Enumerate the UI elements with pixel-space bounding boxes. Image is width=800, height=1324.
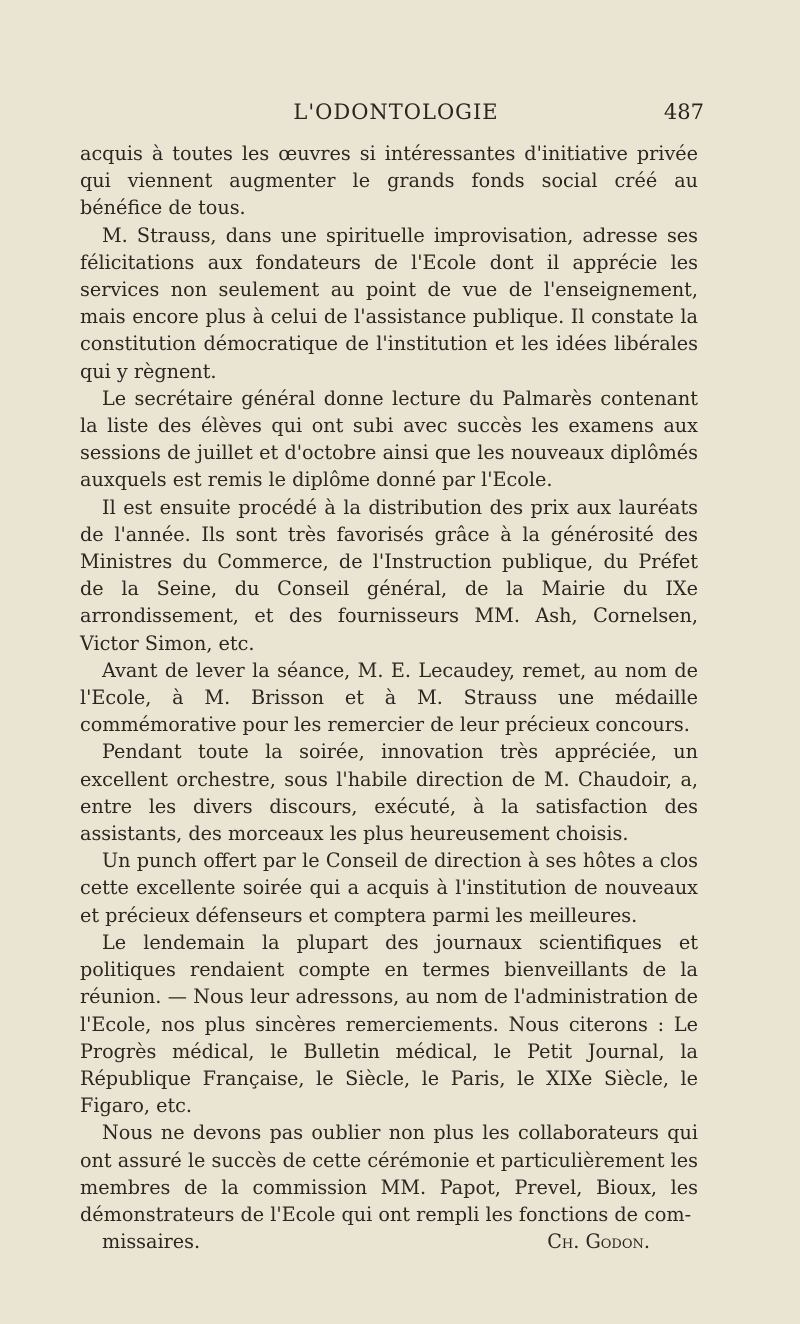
paragraph: Le secrétaire général donne lecture du Palmarès contenant la liste des élèves qui ont subi avec succès les examens aux sessions de juillet et d'octobre ainsi que les nouveaux diplômés auxquels est remis le diplôme donné par l'Ecole. <box>80 386 698 492</box>
author-signature: Ch. Godon. <box>547 1230 650 1254</box>
running-title: L'ODONTOLOGIE <box>293 100 499 124</box>
paragraph: Pendant toute la soirée, innovation très appréciée, un excellent orchestre, sous l'habile direction de M. Chaudoir, a, entre les divers discours, exécuté, à la satisfaction des assistants, des morceaux les plus heureusement choisis. <box>80 740 698 846</box>
paragraph: acquis à toutes les œuvres si intéressantes d'initiative privée qui viennent augmenter le grands fonds social créé au bénéfice de tous. <box>80 142 698 220</box>
paragraph: Il est ensuite procédé à la distribution des prix aux lauréats de l'année. Ils sont très favorisés grâce à la générosité des Ministres du Commerce, de l'Instruction publique, du Préfet de la Seine, du Conseil général, de la Mairie du IXe arrondissement, et des fournisseurs MM. Ash, Cornelsen, Victor Simon, etc. <box>80 495 698 655</box>
signature-line <box>80 1228 698 1255</box>
page-number: 487 <box>663 100 704 124</box>
paragraph: Le lendemain la plupart des journaux scientifiques et politiques rendaient compte en termes bienveillants de la réunion. — Nous leur adressons, au nom de l'administration de l'Ecole, nos plus sincères remerciements. Nous citerons : Le Progrès médical, le Bulletin médical, le Petit Journal, la République Française, le Siècle, le Paris, le XIXe Siècle, le Figaro, etc. <box>80 930 698 1118</box>
closing-last-line: missaires. <box>102 1230 201 1254</box>
article-body <box>80 140 698 1255</box>
paragraph: M. Strauss, dans une spirituelle improvisation, adresse ses félicitations aux fondateurs de l'Ecole dont il apprécie les services non seulement au point de vue de l'enseignement, mais encore plus à celui de l'assistance publique. Il constate la constitution démocratique de l'institution et les idées libérales qui y règnent. <box>80 223 698 383</box>
paragraph: Un punch offert par le Conseil de direction à ses hôtes a clos cette excellente soirée qui a acquis à l'institution de nouveaux et précieux défenseurs et comptera parmi les meilleures. <box>80 849 698 927</box>
paragraph: Avant de lever la séance, M. E. Lecaudey, remet, au nom de l'Ecole, à M. Brisson et à M. Strauss une médaille commémorative pour les remercier de leur précieux concours. <box>80 658 698 737</box>
page-header <box>80 100 712 130</box>
closing-paragraph: Nous ne devons pas oublier non plus les collaborateurs qui ont assuré le succès de cette cérémonie et particulièrement les membres de la commission MM. Papot, Prevel, Bioux, les démonstrateurs de l'Ecole qui ont rempli les fonctions de com- <box>80 1121 698 1226</box>
